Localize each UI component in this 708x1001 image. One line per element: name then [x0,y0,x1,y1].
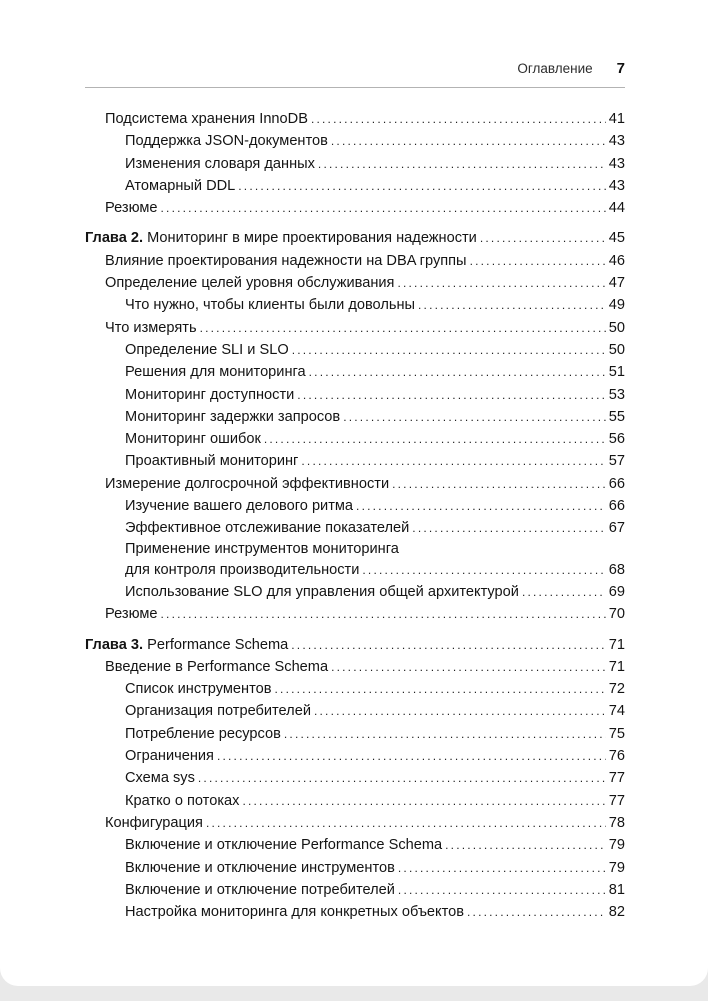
toc-page-number: 44 [608,200,625,217]
toc-title-text: Эффективное отслеживание показателей [125,520,410,537]
toc-entry-row [125,153,625,175]
toc-dot-leader [264,428,606,450]
toc-entry[interactable] [85,175,625,197]
toc-entry-title [125,175,235,197]
toc-entry[interactable] [85,108,625,130]
toc-dot-leader [412,517,605,539]
toc-entry[interactable] [85,581,625,603]
toc-dot-leader [343,406,606,428]
toc-entry[interactable] [85,678,625,700]
toc-entry-row [125,901,625,923]
toc-entry-row [125,130,625,152]
toc-entry-title [105,197,158,219]
toc-entry[interactable] [85,540,625,581]
toc-list [85,108,625,923]
toc-dot-leader [445,834,606,856]
toc-entry-row [125,723,625,745]
toc-title-text: Определение SLI и SLO [125,341,289,358]
toc-dot-leader [331,656,606,678]
toc-entry-title [125,406,340,428]
toc-entry[interactable] [85,790,625,812]
toc-page-number: 57 [608,453,625,470]
toc-dot-leader [398,857,606,879]
toc-entry-row [125,678,625,700]
toc-entry-row [105,473,625,495]
toc-entry[interactable] [85,197,625,219]
toc-dot-leader [470,250,606,272]
toc-page-number: 76 [608,748,625,765]
toc-dot-leader [301,450,605,472]
toc-entry-row [85,634,625,656]
toc-entry-row [125,790,625,812]
toc-title-text: Мониторинг ошибок [125,431,261,448]
toc-page-number: 74 [608,703,625,720]
toc-title-text: Потребление ресурсов [125,725,281,742]
toc-page-number: 43 [608,155,625,172]
toc-entry-title [105,656,328,678]
toc-entry[interactable] [85,656,625,678]
toc-title-text: Включение и отключение инструментов [125,859,395,876]
toc-entry-row [125,450,625,472]
toc-dot-leader [418,294,606,316]
toc-page-number: 43 [608,133,625,150]
toc-title-text: Введение в Performance Schema [105,658,329,675]
toc-title-text: Использование SLO для управления общей архитектурой [125,583,519,600]
toc-entry[interactable] [85,250,625,272]
toc-title-text: Что измерять [105,319,197,336]
toc-entry[interactable] [85,361,625,383]
toc-page-number: 81 [608,881,625,898]
toc-entry-row [125,294,625,316]
toc-entry-row [125,495,625,517]
toc-entry-title [85,227,477,249]
toc-page-number: 45 [608,230,625,247]
toc-title-text: Ограничения [125,748,214,765]
toc-entry-title [125,834,442,856]
toc-entry-title [125,384,294,406]
toc-title-text: Влияние проектирования надежности на DBA группы [105,252,467,269]
toc-page-number: 50 [608,319,625,336]
toc-dot-leader [467,901,606,923]
toc-page-number: 49 [608,297,625,314]
toc-entry-title [105,812,203,834]
toc-entry-row [125,406,625,428]
toc-title-text: Мониторинг в мире проектирования надежности [147,230,477,247]
toc-title-text: Включение и отключение Performance Schema [125,837,443,854]
toc-title-text: Мониторинг доступности [125,386,295,403]
toc-entry-title [125,294,415,316]
toc-title-text: Мониторинг задержки запросов [125,408,341,425]
toc-entry-row [105,603,625,625]
toc-page-number: 78 [608,814,625,831]
toc-entry[interactable] [85,634,625,656]
toc-page-number: 71 [608,636,625,653]
toc-dot-leader [284,723,606,745]
toc-page-number: 56 [608,431,625,448]
toc-entry-row [105,250,625,272]
header-page-number: 7 [616,60,625,77]
toc-page-number: 82 [608,904,625,921]
toc-title-text: Атомарный DDL [125,177,236,194]
toc-title-text: для контроля производительности [125,561,360,578]
toc-entry-row [125,361,625,383]
toc-entry[interactable] [85,384,625,406]
toc-entry-row [125,428,625,450]
toc-dot-leader [291,634,606,656]
toc-dot-leader [356,495,606,517]
toc-entry-title [125,790,239,812]
toc-entry[interactable] [85,767,625,789]
toc-entry-title [125,678,272,700]
toc-entry[interactable] [85,495,625,517]
toc-dot-leader [161,197,606,219]
toc-dot-leader [331,130,606,152]
toc-entry-title [105,603,158,625]
toc-entry-title [125,495,353,517]
toc-entry[interactable] [85,130,625,152]
toc-entry-title [105,272,394,294]
toc-entry-title [125,901,464,923]
toc-page-number: 53 [608,386,625,403]
toc-page-number: 50 [608,341,625,358]
toc-page-number: 69 [608,583,625,600]
toc-entry-row [105,812,625,834]
toc-dot-leader [238,175,606,197]
toc-dot-leader [318,153,606,175]
toc-dot-leader [309,361,606,383]
toc-entry-title [105,250,467,272]
toc-entry-row [125,857,625,879]
toc-dot-leader [522,581,606,603]
toc-entry[interactable] [85,339,625,361]
toc-dot-leader [200,317,606,339]
toc-entry[interactable] [85,428,625,450]
toc-page-number: 41 [608,111,625,127]
toc-page-number: 77 [608,770,625,787]
toc-entry[interactable] [85,879,625,901]
toc-entry[interactable] [85,473,625,495]
toc-entry-title [125,745,214,767]
toc-entry-title [125,879,395,901]
toc-dot-leader [217,745,606,767]
toc-page-number: 47 [608,275,625,292]
toc-entry-row [125,700,625,722]
toc-entry-row [125,384,625,406]
toc-dot-leader [362,559,605,581]
toc-entry[interactable] [85,272,625,294]
toc-page-number: 75 [608,725,625,742]
toc-entry-title [125,428,261,450]
toc-entry-title [125,767,195,789]
toc-dot-leader [292,339,606,361]
toc-entry-title [125,857,395,879]
toc-entry-row [125,834,625,856]
toc-entry[interactable] [85,153,625,175]
toc-dot-leader [198,767,606,789]
toc-entry-title [125,130,328,152]
toc-entry-row [105,656,625,678]
toc-dot-leader [398,879,606,901]
toc-dot-leader [392,473,606,495]
toc-entry[interactable] [85,700,625,722]
toc-title-text: Изучение вашего делового ритма [125,498,354,515]
toc-entry[interactable] [85,834,625,856]
toc-page-number: 51 [608,364,625,381]
toc-entry-row [125,767,625,789]
toc-entry-row [105,197,625,219]
toc-title-text: Поддержка JSON-документов [125,133,328,150]
toc-dot-leader [314,700,606,722]
toc-entry-title [125,559,359,581]
toc-entry-title [125,700,311,722]
toc-page-number: 67 [608,520,625,537]
toc-entry-row [125,559,625,581]
toc-page-number: 77 [608,792,625,809]
toc-dot-leader [397,272,605,294]
toc-dot-leader [311,108,606,130]
toc-entry-row [125,517,625,539]
toc-title-text: Проактивный мониторинг [125,453,299,470]
toc-entry[interactable] [85,450,625,472]
toc-entry-title [125,517,409,539]
toc-entry-row [125,339,625,361]
toc-page-number: 68 [608,561,625,578]
toc-entry-row [85,227,625,249]
toc-entry-title [105,473,389,495]
toc-title-text: Схема sys [125,770,195,787]
toc-title-text: Определение целей уровня обслуживания [105,275,395,292]
toc-chapter-prefix: Глава 3. [85,636,148,653]
toc-page-number: 66 [608,498,625,515]
toc-title-text: Включение и отключение потребителей [125,881,395,898]
toc-dot-leader [161,603,606,625]
toc-dot-leader [275,678,606,700]
toc-title-text: Резюме [105,200,158,217]
toc-entry[interactable] [85,745,625,767]
toc-title-text: Список инструментов [125,681,272,698]
running-header-title: Оглавление [517,61,593,76]
toc-entry[interactable] [85,723,625,745]
toc-dot-leader [297,384,605,406]
toc-page-number: 79 [608,837,625,854]
toc-page-number: 79 [608,859,625,876]
toc-entry[interactable] [85,317,625,339]
toc-dot-leader [206,812,606,834]
toc-title-text: Измерение долгосрочной эффективности [105,475,390,492]
toc-title-text: Подсистема хранения InnoDB [105,111,308,127]
toc-title-text: Performance Schema [147,636,289,653]
toc-entry[interactable] [85,812,625,834]
toc-entry[interactable] [85,603,625,625]
toc-title-text: Кратко о потоках [125,792,240,809]
toc-entry-row [125,581,625,603]
toc-entry-wrapped-line: Применение инструментов мониторинга [125,540,399,557]
toc-page-number: 55 [608,408,625,425]
toc-entry-title [105,108,308,130]
toc-entry-title [125,723,281,745]
toc-page-number: 43 [608,177,625,194]
toc-dot-leader [480,227,606,249]
toc-entry-row [125,745,625,767]
toc-title-text: Организация потребителей [125,703,311,720]
toc-title-text: Изменения словаря данных [125,155,315,172]
toc-entry[interactable] [85,406,625,428]
toc-title-text: Что нужно, чтобы клиенты были довольны [125,297,416,314]
toc-entry-row [125,879,625,901]
toc-entry[interactable] [85,901,625,923]
toc-title-text: Конфигурация [105,814,203,831]
toc-chapter-prefix: Глава 2. [85,230,148,247]
toc-entry-title [125,450,298,472]
toc-entry-title [125,581,519,603]
toc-title-text: Решения для мониторинга [125,364,306,381]
toc-page-number: 71 [608,658,625,675]
toc-entry[interactable] [85,517,625,539]
toc-page-number: 46 [608,252,625,269]
toc-page-number: 70 [608,606,625,623]
toc-title-text: Настройка мониторинга для конкретных объектов [125,904,464,921]
toc-entry-row [105,272,625,294]
toc-entry-row [105,108,625,130]
header-rule [85,87,625,88]
toc-entry-title [125,153,315,175]
toc-entry[interactable] [85,294,625,316]
toc-entry-row [105,317,625,339]
toc-page-number: 72 [608,681,625,698]
page-header [85,60,625,87]
toc-title-text: Резюме [105,606,158,623]
toc-entry-title [85,634,288,656]
toc-dot-leader [242,790,605,812]
toc-entry-title [125,339,289,361]
toc-entry-title [125,361,306,383]
toc-page-number: 66 [608,475,625,492]
toc-entry-row [125,175,625,197]
toc-entry[interactable] [85,227,625,249]
toc-entry-title [105,317,197,339]
toc-entry[interactable] [85,857,625,879]
